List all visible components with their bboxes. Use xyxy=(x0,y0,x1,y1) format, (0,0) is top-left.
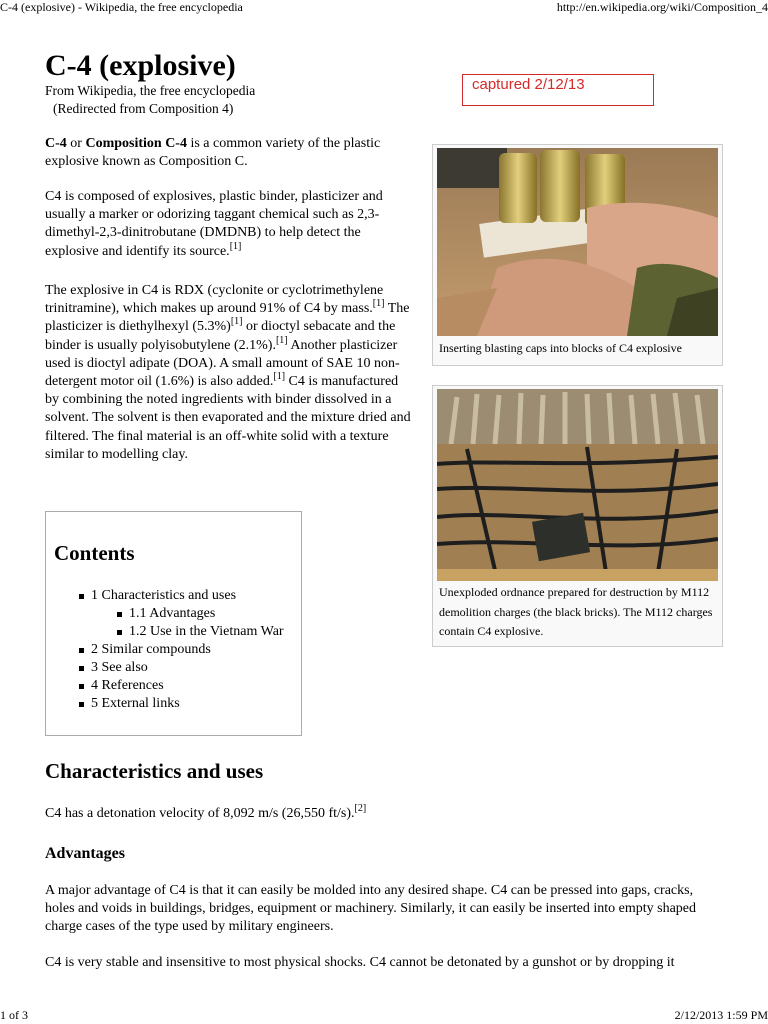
citation-link[interactable]: [2] xyxy=(354,803,367,814)
toc-item-external-links[interactable]: 5 External links xyxy=(46,695,301,713)
print-footer-datetime: 2/12/2013 1:59 PM xyxy=(674,1008,768,1022)
composition-text: C4 is composed of explosives, plastic binder, plasticizer and usually a marker or odorizing taggant chemical such as 2,3-dimethyl-2,3-dinitrobutane (DMDNB) to help detect the explosive and identify its source. xyxy=(45,189,383,259)
from-wikipedia: From Wikipedia, the free encyclopedia xyxy=(45,83,256,98)
toc-heading: Contents xyxy=(54,541,135,565)
rdx-text-2: The plasticizer is diethylhexyl (5.3%) xyxy=(45,301,410,335)
blasting-caps-image[interactable] xyxy=(437,148,718,336)
redirect-notice: (Redirected from Composition 4) xyxy=(53,101,234,116)
citation-link[interactable]: [1] xyxy=(229,240,242,252)
figure-caption: Unexploded ordnance prepared for destruction by M112 demolition charges (the black bricks). The M112 charges contain C4 explosive. xyxy=(439,585,713,638)
rdx-text-5: C4 is manufactured by combining the noted ingredients with binder dissolved in a solvent. The solvent is then evaporated and the mixture dried and filtered. The final material is an off-white solid with a texture similar to modelling clay. xyxy=(45,374,411,462)
toc-item-similar-compounds[interactable]: 2 Similar compounds xyxy=(46,641,301,659)
figure-unexploded-ordnance xyxy=(432,385,723,647)
detonation-text: C4 has a detonation velocity of 8,092 m/s (26,550 ft/s). xyxy=(45,806,355,821)
intro-bold-composition: Composition C-4 xyxy=(85,136,187,151)
toc-item-references[interactable]: 4 References xyxy=(46,677,301,695)
toc-item-advantages[interactable]: 1.1 Advantages xyxy=(46,605,301,623)
rdx-paragraph xyxy=(45,282,415,464)
print-header-title: C-4 (explosive) - Wikipedia, the free encyclopedia xyxy=(0,0,243,14)
rdx-text-1: The explosive in C4 is RDX (cyclonite or cyclotrimethylene trinitramine), which makes up around 91% of C4 by mass. xyxy=(45,283,384,317)
rdx-text-3: or dioctyl sebacate and the binder is usually polyisobutylene (2.1%). xyxy=(45,319,396,353)
intro-text-1: or xyxy=(66,136,86,151)
advantages-paragraph: A major advantage of C4 is that it can easily be molded into any desired shape. C4 can be pressed into gaps, cracks, holes and voids in buildings, bridges, equipment or machinery. Similarly, it can easily be inserted into empty shaped charge cases of the type used by military engineers. xyxy=(45,883,696,935)
intro-bold-c4: C-4 xyxy=(45,136,67,151)
print-header-url[interactable]: http://en.wikipedia.org/wiki/Composition_4 xyxy=(556,0,768,14)
citation-link[interactable]: [1] xyxy=(372,298,385,310)
intro-text-2: is a common variety of the plastic explosive known as Composition C. xyxy=(45,136,381,170)
toc-item-characteristics[interactable]: 1 Characteristics and uses xyxy=(46,587,301,605)
rdx-text-4: Another plasticizer used is dioctyl adipate (DOA). A small amount of SAE 10 non-detergent motor oil (1.6%) is also added. xyxy=(45,337,400,390)
print-footer-page-count: 1 of 3 xyxy=(0,1008,28,1022)
ordnance-image[interactable] xyxy=(437,389,718,581)
page-title: C-4 (explosive) xyxy=(45,49,236,82)
toc-list xyxy=(46,587,301,713)
citation-link[interactable]: [1] xyxy=(230,316,243,328)
section-heading-characteristics: Characteristics and uses xyxy=(45,759,264,783)
captured-stamp: captured 2/12/13 xyxy=(462,74,654,106)
figure-caption: Inserting blasting caps into blocks of C4 explosive xyxy=(439,341,682,355)
toc-item-vietnam-war[interactable]: 1.2 Use in the Vietnam War xyxy=(46,623,301,641)
citation-link[interactable]: [1] xyxy=(275,334,288,346)
section-heading-advantages: Advantages xyxy=(45,845,126,862)
detonation-paragraph xyxy=(45,805,725,823)
intro-paragraph xyxy=(45,135,415,171)
stability-paragraph: C4 is very stable and insensitive to most physical shocks. C4 cannot be detonated by a gunshot or by dropping it xyxy=(45,955,675,970)
citation-link[interactable]: [1] xyxy=(273,371,286,383)
toc-item-see-also[interactable]: 3 See also xyxy=(46,659,301,677)
composition-paragraph xyxy=(45,188,415,261)
figure-blasting-caps xyxy=(432,144,723,366)
table-of-contents xyxy=(45,511,302,736)
